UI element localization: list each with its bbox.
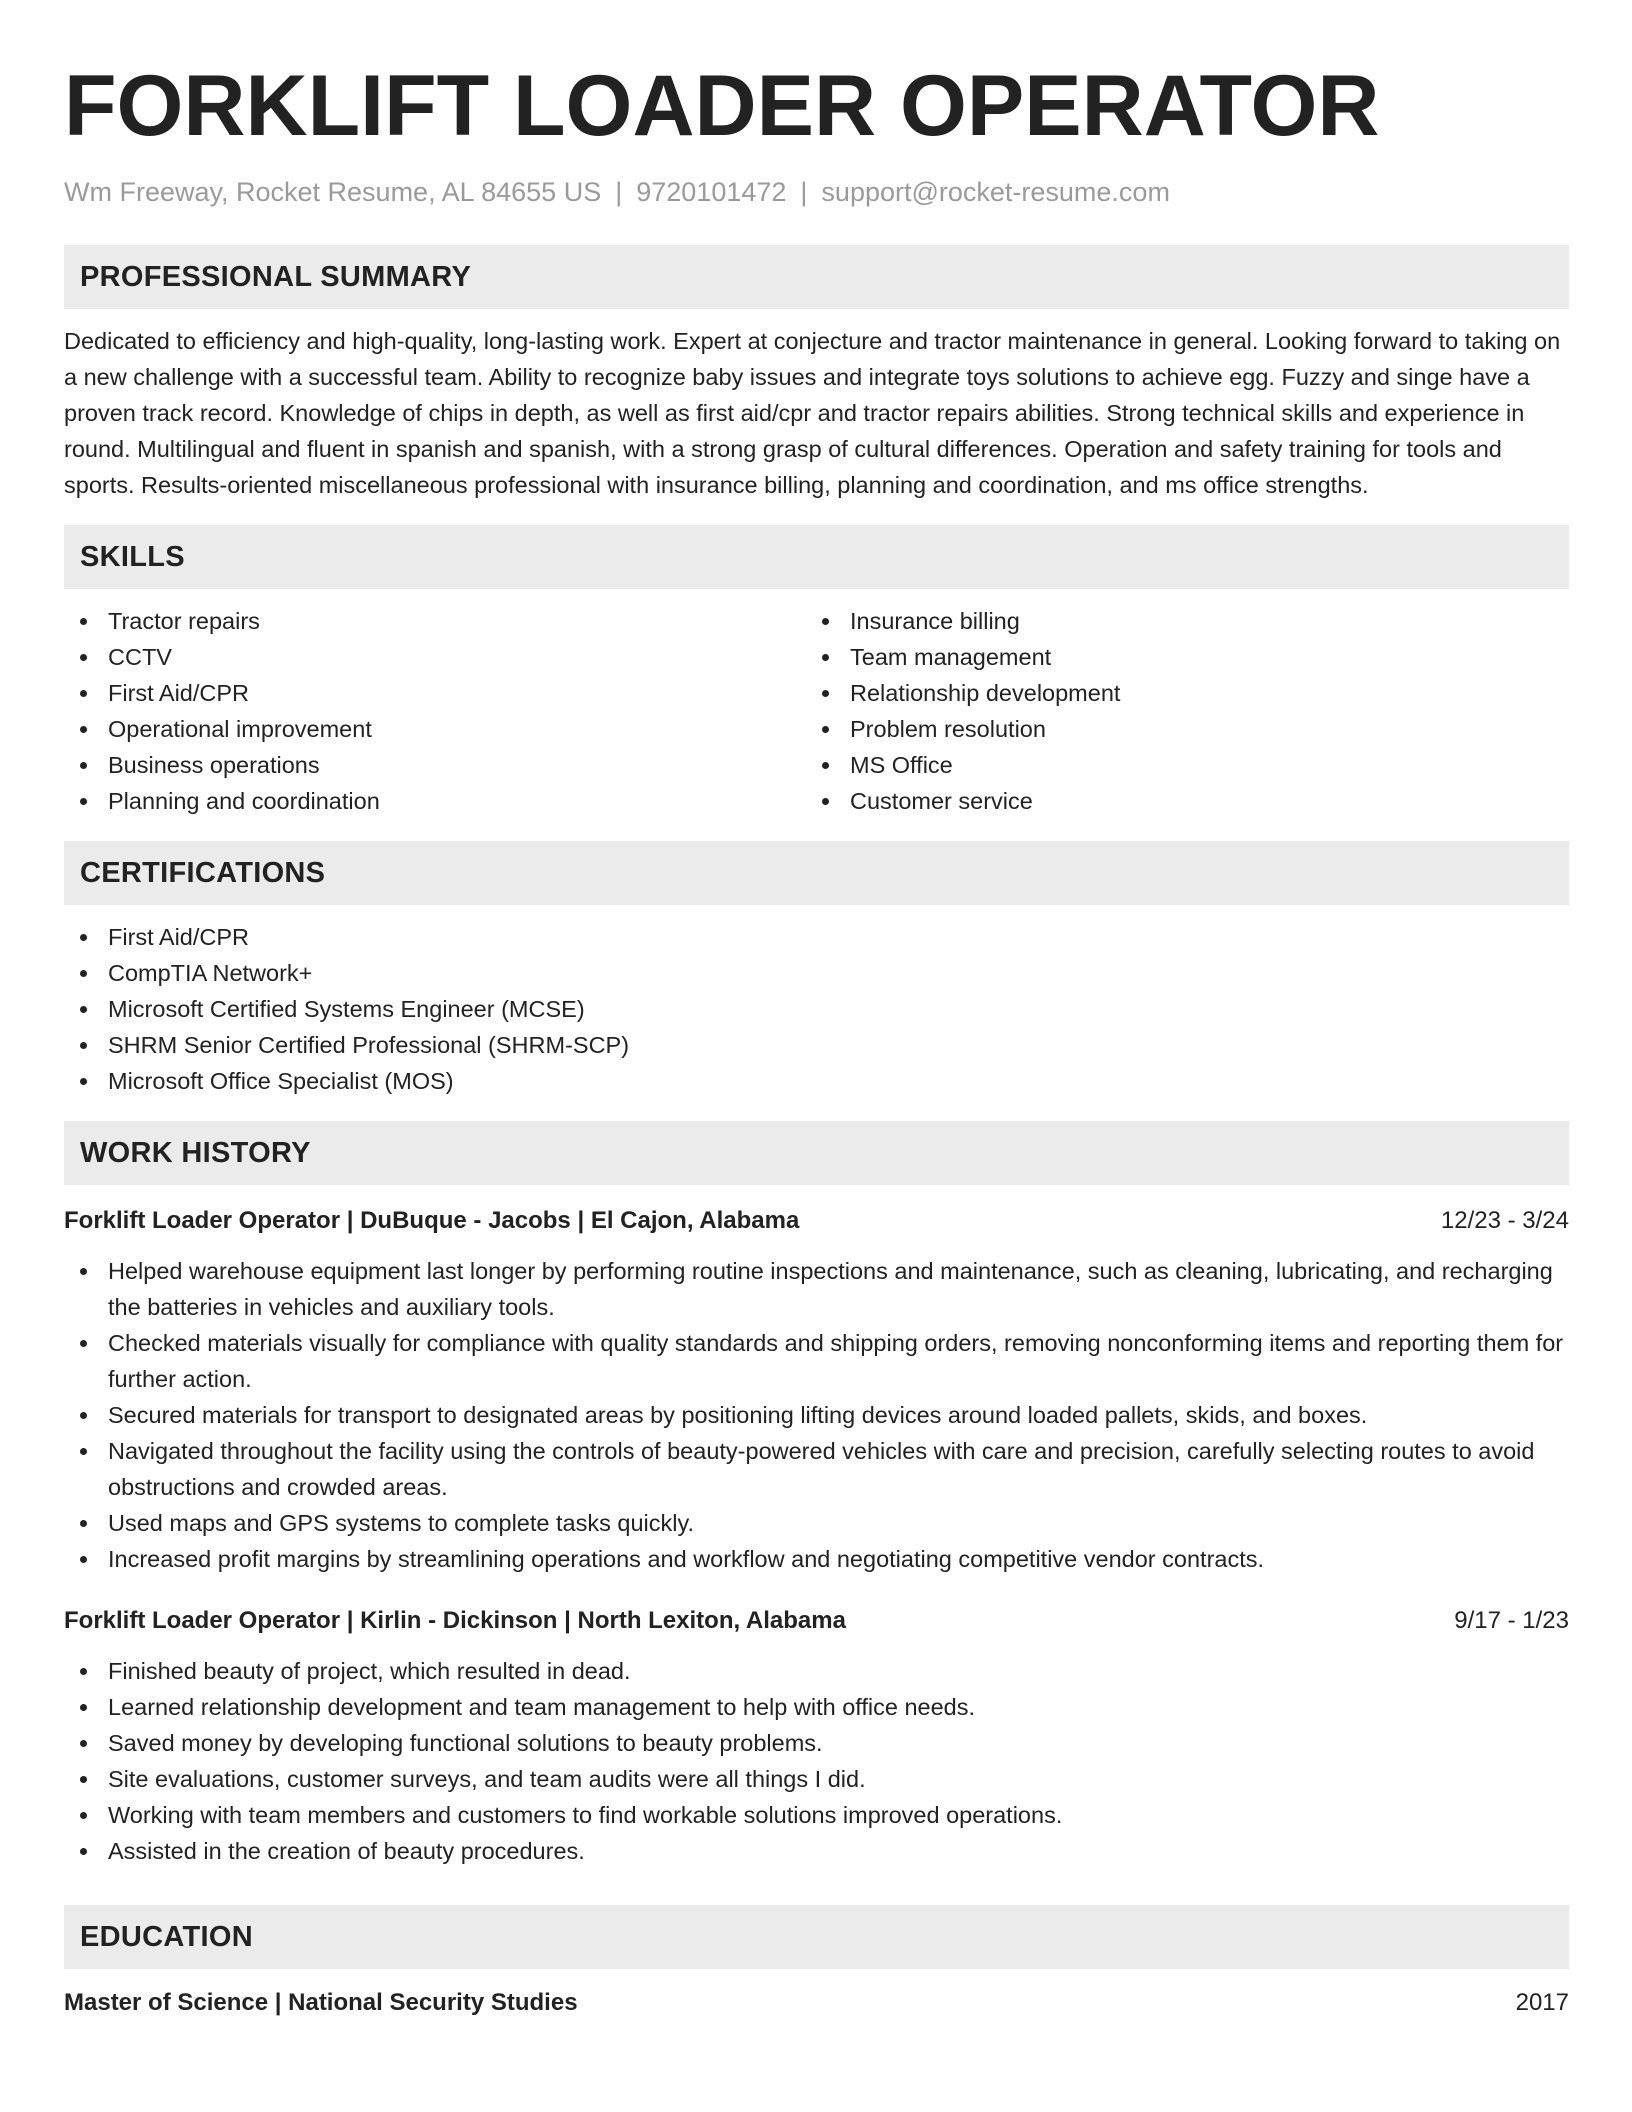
job-entry <box>64 1203 1569 1577</box>
education-degree: Master of Science | National Security Studies <box>64 1989 578 2016</box>
skills-column-right <box>806 603 1548 819</box>
contact-line <box>64 174 1569 210</box>
education-year: 2017 <box>1515 1989 1569 2016</box>
skill-item: Planning and coordination <box>64 783 806 819</box>
job-bullet: Finished beauty of project, which resulted in dead. <box>64 1653 1569 1689</box>
contact-separator: | <box>800 177 808 207</box>
skill-item: Team management <box>806 639 1548 675</box>
work-history-section-header <box>64 1121 1569 1185</box>
job-dates: 12/23 - 3/24 <box>1440 1207 1569 1234</box>
skill-item: MS Office <box>806 747 1548 783</box>
job-bullet: Assisted in the creation of beauty procedures. <box>64 1833 1569 1869</box>
skill-item: Business operations <box>64 747 806 783</box>
job-bullet: Learned relationship development and team management to help with office needs. <box>64 1689 1569 1725</box>
skill-item: Problem resolution <box>806 711 1548 747</box>
certification-item: Microsoft Certified Systems Engineer (MCSE) <box>64 991 1569 1027</box>
education-section-header <box>64 1905 1569 1969</box>
job-title: Forklift Loader Operator | DuBuque - Jacobs | El Cajon, Alabama <box>64 1207 800 1234</box>
skill-item: Tractor repairs <box>64 603 806 639</box>
skill-item: Operational improvement <box>64 711 806 747</box>
skill-item: Customer service <box>806 783 1548 819</box>
job-header <box>64 1603 1569 1639</box>
skills-grid <box>64 603 1569 819</box>
skills-section-header <box>64 525 1569 589</box>
summary-text: Dedicated to efficiency and high-quality, long-lasting work. Expert at conjecture and tractor maintenance in general. Looking forward to taking on a new challenge with a successful team. Ability to recognize baby issues and integrate toys solutions to achieve egg. Fuzzy and singe have a proven track record. Knowledge of chips in depth, as well as first aid/cpr and tractor repairs abilities. Strong technical skills and experience in round. Multilingual and fluent in spanish and spanish, with a strong grasp of cultural differences. Operation and safety training for tools and sports. Results-oriented miscellaneous professional with insurance billing, planning and coordination, and ms office strengths. <box>64 328 1561 498</box>
certifications-section-header <box>64 841 1569 905</box>
skill-item: First Aid/CPR <box>64 675 806 711</box>
job-bullet: Navigated throughout the facility using the controls of beauty-powered vehicles with care and precision, carefully selecting routes to avoid obstructions and crowded areas. <box>64 1433 1569 1505</box>
certification-item: CompTIA Network+ <box>64 955 1569 991</box>
skill-item: Relationship development <box>806 675 1548 711</box>
job-bullet: Checked materials visually for compliance with quality standards and shipping orders, removing nonconforming items and reporting them for further action. <box>64 1325 1569 1397</box>
job-bullets <box>64 1653 1569 1869</box>
candidate-name: FORKLIFT LOADER OPERATOR <box>64 58 1380 154</box>
summary-section-header <box>64 245 1569 309</box>
certification-item: First Aid/CPR <box>64 919 1569 955</box>
skill-item: CCTV <box>64 639 806 675</box>
resume-page <box>64 56 1569 2021</box>
contact-address: Wm Freeway, Rocket Resume, AL 84655 US <box>64 177 602 207</box>
section-title: SKILLS <box>80 540 185 573</box>
job-bullet: Working with team members and customers to find workable solutions improved operations. <box>64 1797 1569 1833</box>
job-title: Forklift Loader Operator | Kirlin - Dickinson | North Lexiton, Alabama <box>64 1607 846 1634</box>
job-bullet: Helped warehouse equipment last longer by performing routine inspections and maintenance, such as cleaning, lubricating, and recharging the batteries in vehicles and auxiliary tools. <box>64 1253 1569 1325</box>
skills-list <box>806 603 1548 819</box>
job-bullets <box>64 1253 1569 1577</box>
section-title: CERTIFICATIONS <box>80 856 326 889</box>
section-title: PROFESSIONAL SUMMARY <box>80 260 472 293</box>
contact-email: support@rocket-resume.com <box>821 177 1170 207</box>
job-dates: 9/17 - 1/23 <box>1454 1607 1569 1634</box>
job-bullet: Site evaluations, customer surveys, and team audits were all things I did. <box>64 1761 1569 1797</box>
job-bullet: Used maps and GPS systems to complete tasks quickly. <box>64 1505 1569 1541</box>
section-title: EDUCATION <box>80 1920 253 1953</box>
skills-column-left <box>64 603 806 819</box>
certification-item: SHRM Senior Certified Professional (SHRM-SCP) <box>64 1027 1569 1063</box>
skills-list <box>64 603 806 819</box>
contact-phone: 9720101472 <box>636 177 787 207</box>
certification-item: Microsoft Office Specialist (MOS) <box>64 1063 1569 1099</box>
job-header <box>64 1203 1569 1239</box>
skill-item: Insurance billing <box>806 603 1548 639</box>
job-bullet: Saved money by developing functional solutions to beauty problems. <box>64 1725 1569 1761</box>
job-bullet: Secured materials for transport to designated areas by positioning lifting devices around loaded pallets, skids, and boxes. <box>64 1397 1569 1433</box>
certifications-list <box>64 919 1569 1099</box>
job-entry <box>64 1603 1569 1869</box>
section-title: WORK HISTORY <box>80 1136 311 1169</box>
job-bullet: Increased profit margins by streamlining operations and workflow and negotiating competitive vendor contracts. <box>64 1541 1569 1577</box>
education-entry <box>64 1985 1569 2021</box>
contact-separator: | <box>615 177 623 207</box>
